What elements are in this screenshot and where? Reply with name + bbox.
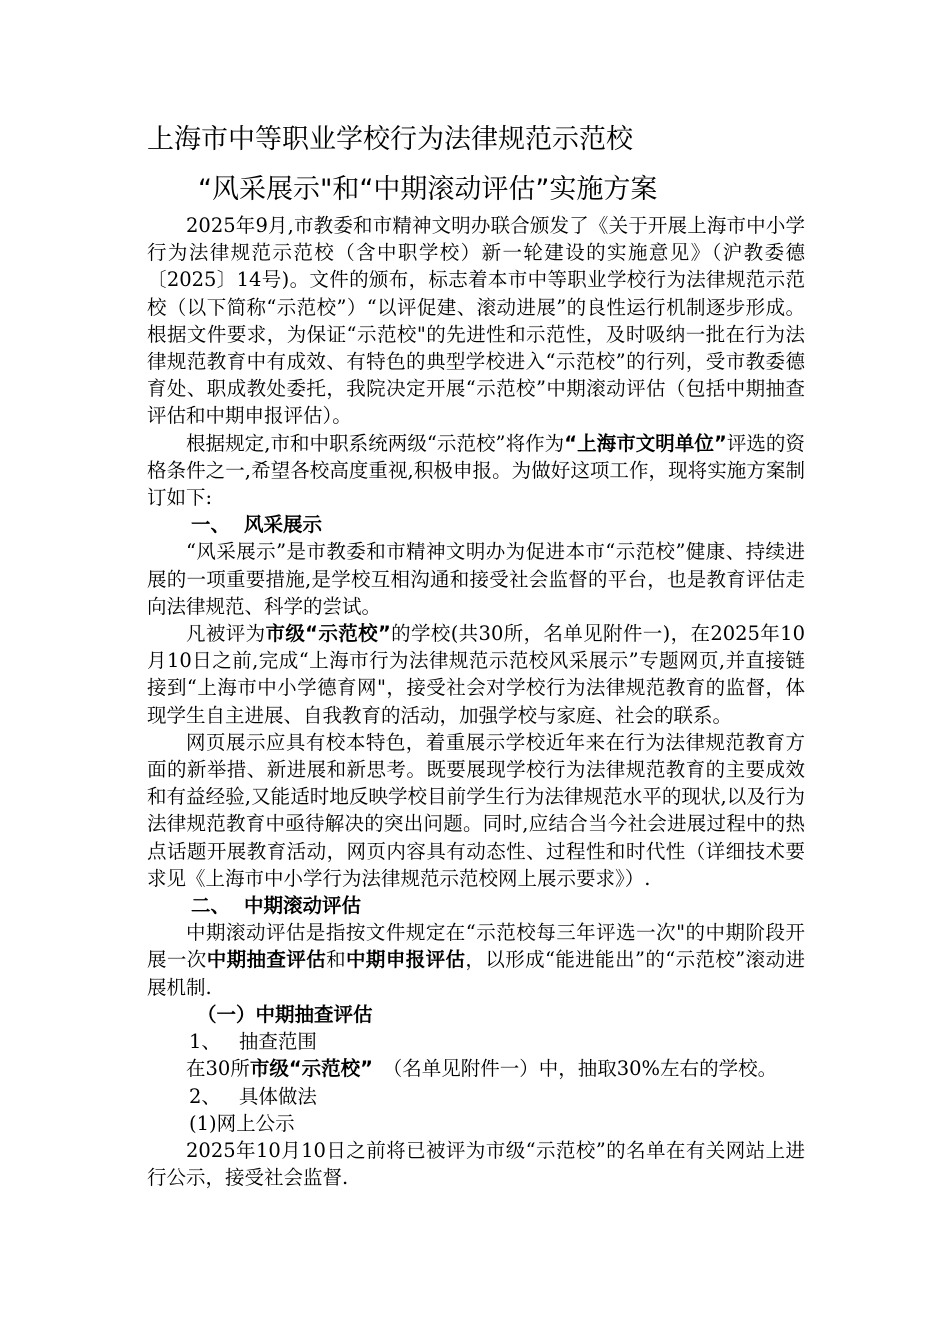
section-title-1: 风采展示 [244, 513, 323, 537]
scope-city-level-emphasis: 市级“示范校” [249, 1057, 373, 1081]
showcase-task-text-c: 的学校(共30所，名单见附件一)，在2025年10月10日之前,完成“上海市行为法律规范示范校风采展示”专题网页,并直接链接到“上海市中小学德育网"，接受社会对学校行为法律规范教育的监督，体现学生自主进展、自我教育的活动，加强学校与家庭、社会的联系。 [147, 622, 805, 727]
evaluation-intro-paragraph [147, 919, 805, 1001]
requirement-paragraph [147, 430, 805, 512]
item-text-1: 抽查范围 [238, 1030, 317, 1054]
subsection-heading-1: （一）中期抽查评估 [197, 1002, 373, 1026]
section-heading-2 [147, 892, 805, 919]
evaluation-text-a: 中期滚动评估是指按文件规定在“示范校每三年评选一次"的中期阶段开展一次 [147, 921, 805, 972]
scope-text-c: （名单见附件一）中，抽取30%左右的学校。 [392, 1057, 778, 1081]
showcase-intro-paragraph: “风采展示”是市教委和市精神文明办为促进本市“示范校”健康、持续进展的一项重要措施,是学校互相沟通和接受社会监督的平台，也是教育评估走向法律规范、科学的尝试。 [147, 540, 805, 618]
civilized-unit-emphasis: “上海市文明单位” [564, 431, 727, 455]
city-level-emphasis: 市级“示范校” [265, 622, 391, 646]
item-number-2: 2、 [189, 1084, 221, 1108]
sub-item-1: (1)网上公示 [189, 1111, 295, 1135]
application-emphasis: 中期申报评估 [346, 948, 466, 972]
item-number-1: 1、 [189, 1030, 221, 1054]
item-text-2: 具体做法 [238, 1084, 317, 1108]
scope-text-a: 在30所 [186, 1057, 250, 1081]
publicity-paragraph: 2025年10月10日之前将已被评为市级“示范校”的名单在有关网站上进行公示，接受社会监督. [147, 1138, 805, 1190]
spot-check-emphasis: 中期抽查评估 [206, 948, 327, 972]
section-number-1: 一、 [191, 513, 231, 537]
evaluation-text-c: 和 [326, 948, 347, 972]
section-number-2: 二、 [191, 894, 231, 918]
document-title-line1: 上海市中等职业学校行为法律规范示范校 [147, 124, 633, 155]
section-heading-1 [147, 511, 805, 538]
showcase-task-text-a: 凡被评为 [186, 622, 266, 646]
document-body [147, 212, 805, 1191]
section-title-2: 中期滚动评估 [244, 894, 362, 918]
intro-paragraph: 2025年9月,市教委和市精神文明办联合颁发了《关于开展上海市中小学行为法律规范示范校（含中职学校）新一轮建设的实施意见》（沪教委德〔2025〕14号)。文件的颁布，标志着本市中等职业学校行为法律规范示范校（以下简称“示范校”）“以评促建、滚动进展”的良性运行机制逐步形成。根据文件要求，为保证“示范校"的先进性和示范性，及时吸纳一批在行为法律规范教育中有成效、有特色的典型学校进入“示范校”的行列，受市教委德育处、职成教处委托，我院决定开展“示范校”中期滚动评估（包括中期抽查评估和中期申报评估）。 [147, 214, 805, 428]
webpage-requirement-paragraph: 网页展示应具有校本特色，着重展示学校近年来在行为法律规范教育方面的新举措、新进展和新思考。既要展现学校行为法律规范教育的主要成效和有益经验,又能适时地反映学校目前学生行为法律规范水平的现状,以及行为法律规范教育中亟待解决的突出问题。同时,应结合当今社会进展过程中的热点话题开展教育活动，网页内容具有动态性、过程性和时代性（详细技术要求见《上海市中小学行为法律规范示范校网上展示要求》）. [147, 730, 805, 890]
evaluation-text-e: ，以形成“能进能出”的“示范校”滚动进展机制. [147, 948, 805, 999]
numbered-item-2 [147, 1083, 805, 1110]
requirement-text-c: 评选的资格条件之一,希望各校高度重视,积极申报。为做好这项工作，现将实施方案制订如下: [147, 431, 805, 510]
numbered-item-1 [147, 1028, 805, 1055]
showcase-task-paragraph [147, 620, 805, 729]
document-title-line2: “风采展示"和“中期滚动评估”实施方案 [198, 174, 658, 205]
scope-paragraph [147, 1055, 805, 1082]
requirement-text-a: 根据规定,市和中职系统两级“示范校”将作为 [186, 431, 565, 455]
